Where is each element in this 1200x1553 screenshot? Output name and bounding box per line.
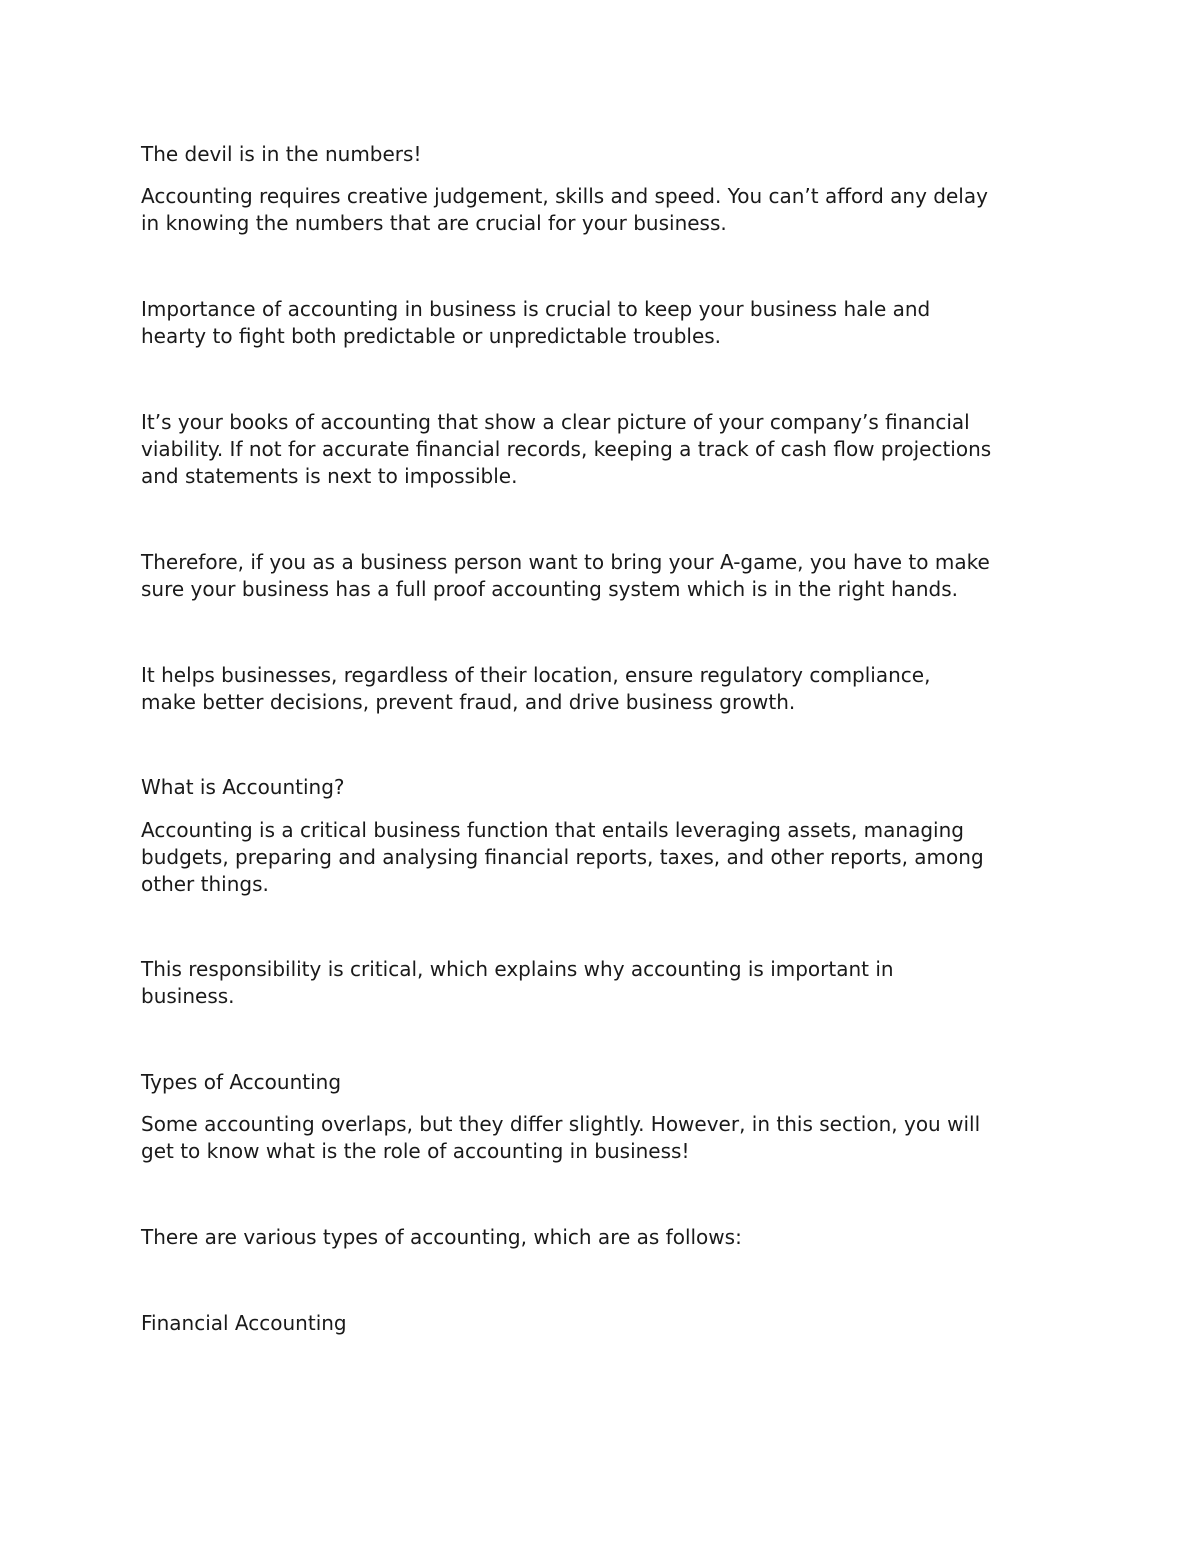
paragraph-books-of-accounting: It’s your books of accounting that show a clear picture of your company’s financial viability. If not for accurate financial records, keeping a track of cash flow projections and statements is next to impossible. [141, 410, 992, 488]
heading-types-of-accounting: Types of Accounting [141, 1070, 342, 1094]
paragraph-intro-heading: The devil is in the numbers! [141, 142, 422, 166]
paragraph-it-helps: It helps businesses, regardless of their location, ensure regulatory compliance, make better decisions, prevent fraud, and drive business growth. [141, 663, 931, 714]
paragraph-overlaps: Some accounting overlaps, but they differ slightly. However, in this section, you will get to know what is the role of accounting in business! [141, 1112, 981, 1163]
paragraph-various-types: There are various types of accounting, which are as follows: [141, 1225, 742, 1249]
heading-what-is-accounting: What is Accounting? [141, 775, 345, 799]
paragraph-responsibility: This responsibility is critical, which explains why accounting is important in business. [141, 957, 894, 1008]
paragraph-accounting-requires: Accounting requires creative judgement, skills and speed. You can’t afford any delay in knowing the numbers that are crucial for your business. [141, 184, 988, 235]
paragraph-importance: Importance of accounting in business is crucial to keep your business hale and hearty to fight both predictable or unpredictable troubles. [141, 297, 931, 348]
paragraph-therefore: Therefore, if you as a business person want to bring your A-game, you have to make sure your business has a full proof accounting system which is in the right hands. [141, 550, 990, 601]
paragraph-accounting-definition: Accounting is a critical business function that entails leveraging assets, managing budgets, preparing and analysing financial reports, taxes, and other reports, among other things. [141, 818, 984, 896]
heading-financial-accounting: Financial Accounting [141, 1311, 347, 1335]
